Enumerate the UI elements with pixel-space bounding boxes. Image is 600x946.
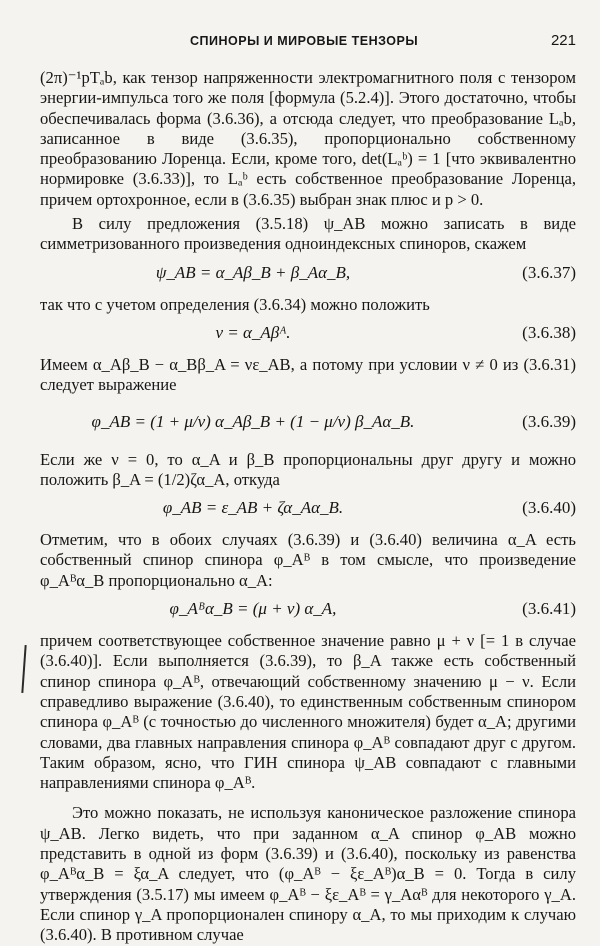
- paragraph-8: Это можно показать, не используя каноническое разложение спинора ψ_AB. Легко видеть, что при заданном α_A спинор φ_AB можно представить в одной из форм (3.6.39) и (3.6.40), поскольку из равенства φ_Aᴮα_B = ξα_A следует, что (φ_Aᴮ − ξε_Aᴮ)α_B = 0. Тогда в силу утверждения (3.5.17) мы имеем φ_Aᴮ − ξε_Aᴮ = γ_Aαᴮ для некоторого γ_A. Если спинор γ_A пропорционален спинору α_A, то мы приходим к случаю (3.6.40). В противном случае: [40, 803, 576, 945]
- running-title: СПИНОРЫ И МИРОВЫЕ ТЕНЗОРЫ: [190, 34, 419, 48]
- running-header: [40, 30, 576, 52]
- equation-3-6-39: [40, 404, 576, 442]
- paragraph-6: Отметим, что в обоих случаях (3.6.39) и (3.6.40) величина α_A есть собственный спинор спинора φ_Aᴮ в том смысле, что произведение φ_Aᴮα_B пропорционально α_A:: [40, 530, 576, 590]
- equation-number: (3.6.37): [522, 262, 576, 282]
- equation-formula: ψ_AB = α_Aβ_B + β_Aα_B,: [155, 262, 351, 282]
- equation-number: (3.6.40): [522, 498, 576, 518]
- equation-number: (3.6.41): [522, 599, 576, 619]
- paragraph-3: так что с учетом определения (3.6.34) можно положить: [40, 294, 430, 314]
- equation-formula: φ_AB = ε_AB + ζα_Aα_B.: [162, 498, 344, 518]
- equation-formula: ν = α_Aβᴬ.: [215, 322, 291, 342]
- equation-number: (3.6.38): [522, 322, 576, 342]
- paragraph-5: Если же ν = 0, то α_A и β_B пропорциональны друг другу и можно положить β_A = (1/2)ζα_A, откуда: [40, 449, 576, 489]
- equation-3-6-37: [40, 263, 576, 287]
- paragraph-2: В силу предложения (3.5.18) ψ_AB можно записать в виде симметризованного произведения одноиндексных спиноров, скажем: [40, 214, 576, 254]
- equation-3-6-41: [40, 599, 576, 623]
- paragraph-4: Имеем α_Aβ_B − α_Bβ_A = νε_AB, а потому при условии ν ≠ 0 из (3.6.31) следует выражение: [40, 354, 576, 395]
- margin-pencil-mark: [21, 645, 26, 693]
- equation-number: (3.6.39): [522, 411, 576, 431]
- equation-formula: φ_Aᴮα_B = (μ + ν) α_A,: [169, 599, 337, 619]
- page-number: 221: [550, 32, 576, 49]
- equation-3-6-40: [40, 498, 576, 522]
- page: [40, 30, 576, 946]
- paragraph-7: причем соответствующее собственное значение равно μ + ν [= 1 в случае (3.6.40)]. Если выполняется (3.6.39), то β_A также есть собственный спинор спинора φ_Aᴮ, отвечающий собственному значению μ − ν. Если справедливо выражение (3.6.40), то единственным собственным спинором спинора φ_Aᴮ (с точностью до численного множителя) будет α_A; другими словами, два главных направления спинора φ_Aᴮ совпадают друг с другом. Таким образом, ясно, что ГИН спинора ψ_AB совпадают с главными направлениями спинора φ_Aᴮ.: [40, 631, 576, 793]
- equation-3-6-38: [40, 323, 576, 347]
- paragraph-1: (2π)⁻¹pTₐb, как тензор напряженности электромагнитного поля с тензором энергии-импульса того же поля [формула (5.2.4)]. Этого достаточно, чтобы обеспечивалась форма (3.6.36), а отсюда следует, что преобразование Lₐb, записанное в виде (3.6.35), пропорционально собственному преобразованию Лоренца. Если, кроме того, det(Lₐᵇ) = 1 [что эквивалентно нормировке (3.6.33)], то Lₐᵇ есть собственное преобразование Лоренца, причем ортохронное, если в (3.6.35) выбран знак плюс и p > 0.: [40, 68, 576, 209]
- equation-formula: φ_AB = (1 + μ/ν) α_Aβ_B + (1 − μ/ν) β_Aα_B.: [91, 411, 415, 431]
